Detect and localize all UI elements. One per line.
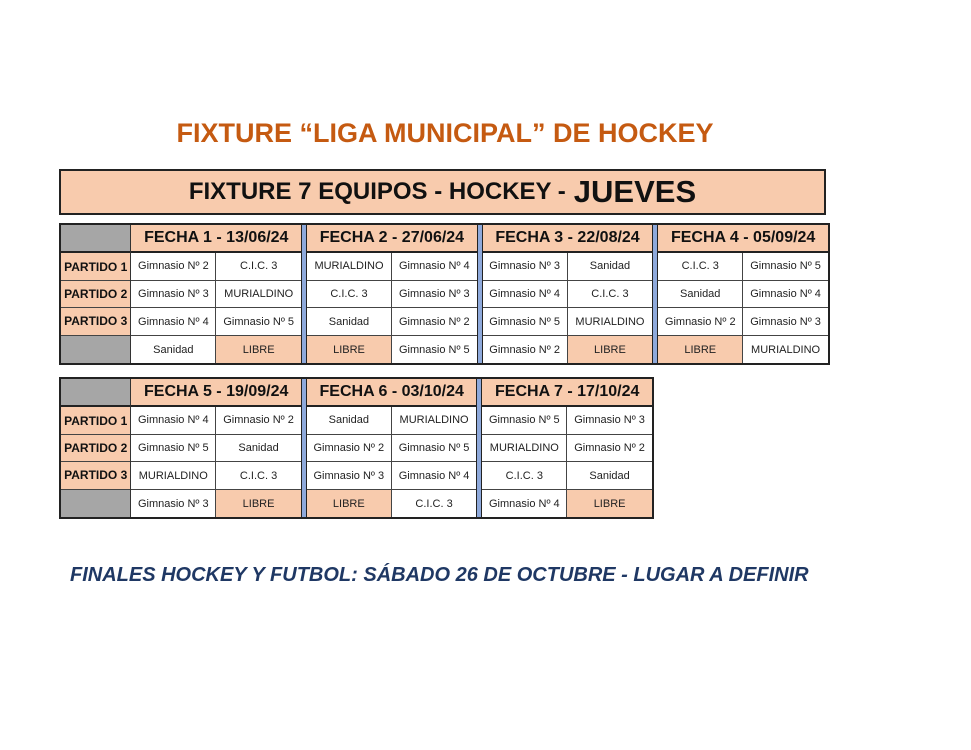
team-cell: Gimnasio Nº 2 xyxy=(223,414,294,427)
team-cell: Gimnasio Nº 5 xyxy=(482,407,567,434)
team-cell: Gimnasio Nº 3 xyxy=(131,281,216,308)
fecha-group xyxy=(131,379,301,517)
team-cell: Sanidad xyxy=(658,281,743,308)
team-cell: Sanidad xyxy=(238,442,279,455)
fecha-group xyxy=(482,379,652,517)
team-cell: Gimnasio Nº 4 xyxy=(750,288,821,301)
match-row xyxy=(482,435,652,463)
match-row xyxy=(307,462,477,490)
team-cell: MURIALDINO xyxy=(307,253,392,280)
match-row xyxy=(131,490,301,517)
match-row xyxy=(658,336,828,363)
corner-cell xyxy=(61,379,130,407)
libre-cell: LIBRE xyxy=(216,336,301,363)
match-row xyxy=(658,253,828,281)
finales-note: FINALES HOCKEY Y FUTBOL: SÁBADO 26 DE OCTUBRE - LUGAR A DEFINIR xyxy=(70,564,809,586)
fecha-group xyxy=(658,225,828,363)
team-cell: Sanidad xyxy=(307,308,392,335)
team-cell: Gimnasio Nº 4 xyxy=(131,308,216,335)
team-cell: Gimnasio Nº 5 xyxy=(750,260,821,273)
match-row xyxy=(131,336,301,363)
match-row xyxy=(482,407,652,435)
team-cell: Sanidad xyxy=(589,469,630,482)
fecha-header: FECHA 4 - 05/09/24 xyxy=(658,225,828,253)
row-label: PARTIDO 2 xyxy=(61,281,130,308)
banner-day: JUEVES xyxy=(573,174,697,209)
match-row xyxy=(131,435,301,463)
match-row xyxy=(658,281,828,309)
team-cell: C.I.C. 3 xyxy=(482,462,567,489)
team-cell: Sanidad xyxy=(307,407,392,434)
corner-cell xyxy=(61,225,130,253)
team-cell: Sanidad xyxy=(131,336,216,363)
fecha-header: FECHA 6 - 03/10/24 xyxy=(307,379,477,407)
libre-cell: LIBRE xyxy=(567,490,652,517)
fecha-group xyxy=(131,225,301,363)
team-cell: Gimnasio Nº 2 xyxy=(483,336,568,363)
schedule-table-2 xyxy=(59,377,654,519)
team-cell: MURIALDINO xyxy=(399,414,469,427)
row-label xyxy=(61,490,130,517)
fecha-group xyxy=(483,225,653,363)
row-label: PARTIDO 1 xyxy=(61,407,130,434)
team-cell: Gimnasio Nº 2 xyxy=(574,442,645,455)
team-cell: Gimnasio Nº 5 xyxy=(398,442,470,455)
team-cell: Gimnasio Nº 2 xyxy=(398,315,470,328)
team-cell: Gimnasio Nº 4 xyxy=(482,490,567,517)
team-cell: C.I.C. 3 xyxy=(239,469,278,482)
team-cell: MURIALDINO xyxy=(575,315,645,328)
match-row xyxy=(307,336,477,363)
team-cell: Gimnasio Nº 4 xyxy=(398,260,470,273)
team-cell: Gimnasio Nº 5 xyxy=(483,308,568,335)
libre-cell: LIBRE xyxy=(307,490,392,517)
team-cell: MURIALDINO xyxy=(224,288,294,301)
match-row xyxy=(307,407,477,435)
row-label: PARTIDO 3 xyxy=(61,308,130,335)
banner-text: FIXTURE 7 EQUIPOS - HOCKEY - xyxy=(188,178,566,205)
match-row xyxy=(482,462,652,490)
match-row xyxy=(482,490,652,517)
team-cell: MURIALDINO xyxy=(482,435,567,462)
team-cell: Gimnasio Nº 3 xyxy=(307,462,392,489)
libre-cell: LIBRE xyxy=(568,336,653,363)
team-cell: C.I.C. 3 xyxy=(658,253,743,280)
team-cell: Gimnasio Nº 5 xyxy=(223,315,295,328)
match-row xyxy=(307,253,477,281)
page-title: FIXTURE “LIGA MUNICIPAL” DE HOCKEY xyxy=(176,118,714,148)
match-row xyxy=(131,407,301,435)
libre-cell: LIBRE xyxy=(307,336,392,363)
team-cell: C.I.C. 3 xyxy=(415,497,453,510)
team-cell: Gimnasio Nº 3 xyxy=(398,288,470,301)
team-cell: MURIALDINO xyxy=(131,462,216,489)
schedule-table-1 xyxy=(59,223,830,365)
row-label: PARTIDO 1 xyxy=(61,253,130,280)
match-row xyxy=(658,308,828,336)
row-label: PARTIDO 2 xyxy=(61,435,130,462)
fecha-header: FECHA 2 - 27/06/24 xyxy=(307,225,477,253)
team-cell: C.I.C. 3 xyxy=(240,260,278,273)
match-row xyxy=(131,253,301,281)
fecha-header: FECHA 7 - 17/10/24 xyxy=(482,379,652,407)
fixture-banner xyxy=(59,169,826,215)
fecha-group xyxy=(307,225,477,363)
libre-cell: LIBRE xyxy=(658,336,743,363)
fecha-header: FECHA 1 - 13/06/24 xyxy=(131,225,301,253)
team-cell: Gimnasio Nº 3 xyxy=(574,414,645,427)
team-cell: MURIALDINO xyxy=(751,343,821,356)
fecha-group xyxy=(307,379,477,517)
match-row xyxy=(307,490,477,517)
row-label: PARTIDO 3 xyxy=(61,462,130,489)
match-row xyxy=(483,281,653,309)
row-labels xyxy=(61,225,131,363)
match-row xyxy=(131,462,301,490)
match-row xyxy=(131,281,301,309)
row-labels xyxy=(61,379,131,517)
team-cell: Sanidad xyxy=(589,260,631,273)
team-cell: Gimnasio Nº 5 xyxy=(398,343,470,356)
team-cell: Gimnasio Nº 5 xyxy=(131,435,216,462)
team-cell: Gimnasio Nº 4 xyxy=(483,281,568,308)
match-row xyxy=(307,281,477,309)
team-cell: Gimnasio Nº 4 xyxy=(131,407,216,434)
match-row xyxy=(483,253,653,281)
match-row xyxy=(483,308,653,336)
fecha-header: FECHA 5 - 19/09/24 xyxy=(131,379,301,407)
team-cell: Gimnasio Nº 3 xyxy=(483,253,568,280)
fecha-header: FECHA 3 - 22/08/24 xyxy=(483,225,653,253)
team-cell: Gimnasio Nº 4 xyxy=(398,469,470,482)
row-label xyxy=(61,336,130,363)
libre-cell: LIBRE xyxy=(216,490,301,517)
match-row xyxy=(307,308,477,336)
team-cell: Gimnasio Nº 3 xyxy=(131,490,216,517)
match-row xyxy=(483,336,653,363)
team-cell: C.I.C. 3 xyxy=(307,281,392,308)
team-cell: Gimnasio Nº 2 xyxy=(658,308,743,335)
team-cell: Gimnasio Nº 2 xyxy=(307,435,392,462)
match-row xyxy=(131,308,301,336)
team-cell: Gimnasio Nº 3 xyxy=(750,315,821,328)
team-cell: Gimnasio Nº 2 xyxy=(131,253,216,280)
match-row xyxy=(307,435,477,463)
team-cell: C.I.C. 3 xyxy=(591,288,629,301)
